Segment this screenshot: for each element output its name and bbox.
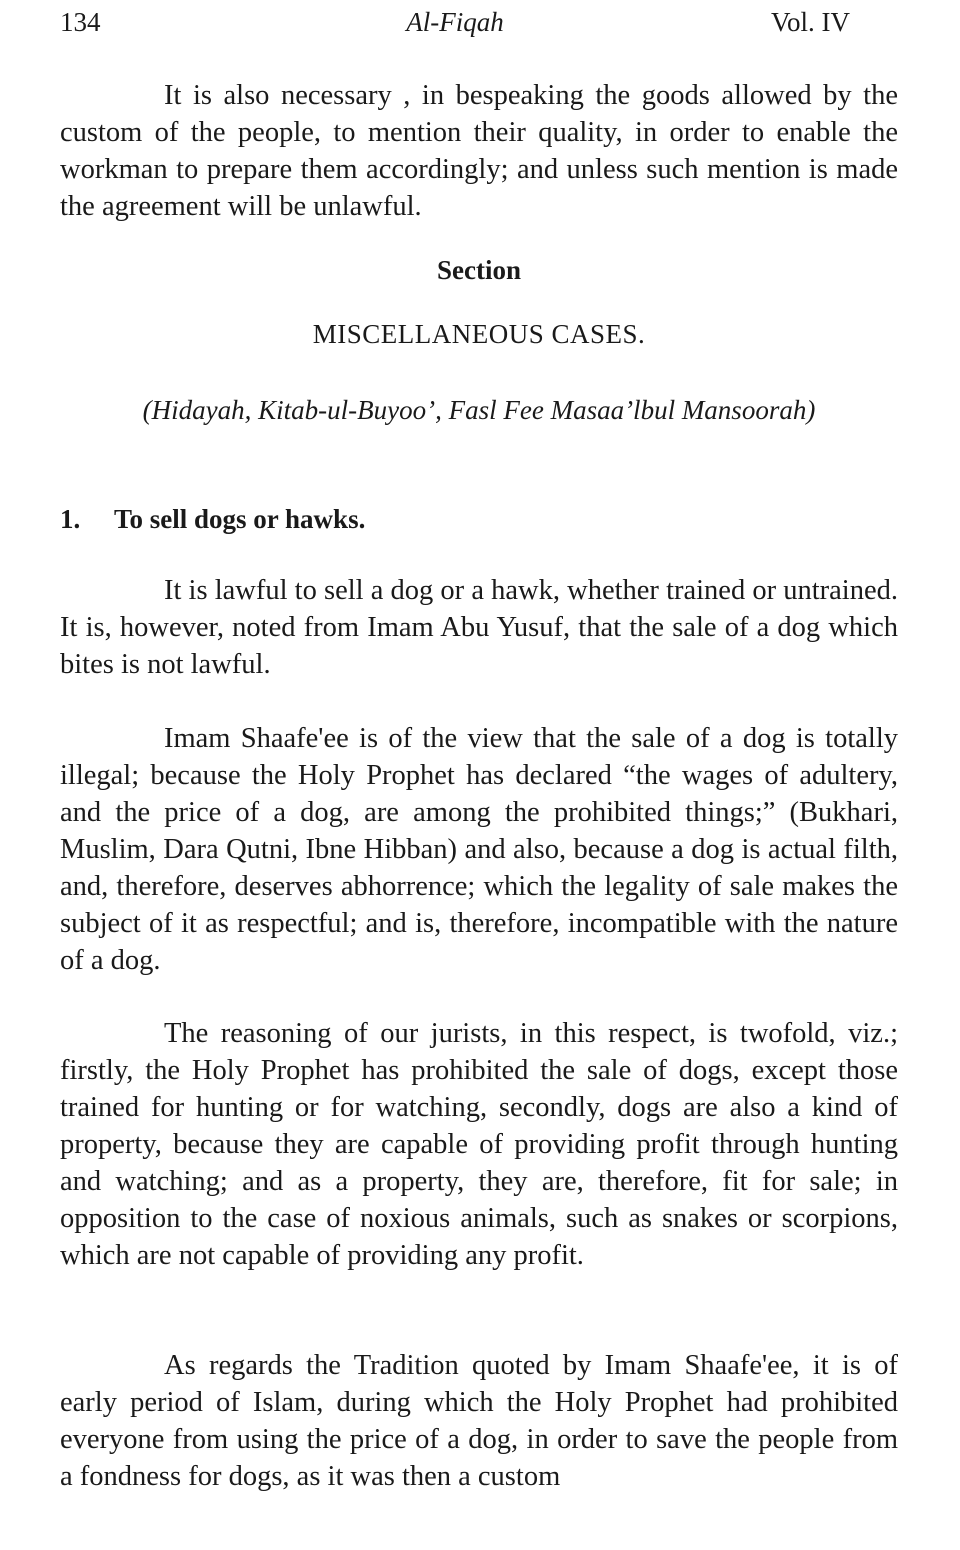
paragraph-tradition: As regards the Tradition quoted by Imam Shaafe'ee, it is of early period of Islam, during which the Holy Prophet had prohibited everyone from using the price of a dog, in order to save the people from a fondness for dogs, as it was then a custom xyxy=(60,1350,898,1492)
paragraph-lawful-sale: It is lawful to sell a dog or a hawk, whether trained or untrained. It is, however, noted from Imam Abu Yusuf, that the sale of a dog which bites is not lawful. xyxy=(60,575,898,680)
subsection-heading xyxy=(60,501,365,537)
page-number: 134 xyxy=(60,7,101,37)
running-title: Al-Fiqah xyxy=(406,7,504,37)
heading-number: 1. xyxy=(60,504,81,534)
paragraph-jurists-reasoning: The reasoning of our jurists, in this respect, is twofold, viz.; firstly, the Holy Prophet has prohibited the sale of dogs, except those trained for hunting or for watching, secondly, dogs are also a kind of property, because they are capable of providing profit through hunting and watching; and as a property, they are, therefore, fit for sale; in opposition to the case of noxious animals, such as snakes or scorpions, which are not capable of providing any profit. xyxy=(60,1018,898,1271)
section-label: Section xyxy=(437,255,521,285)
section-title: MISCELLANEOUS CASES. xyxy=(312,319,646,349)
paragraph-shaafeee-view: Imam Shaafe'ee is of the view that the sale of a dog is totally illegal; because the Holy Prophet has declared “the wages of adultery, and the price of a dog, are among the prohibited things;” (Bukhari, Muslim, Dara Qutni, Ibne Hibban) and also, because a dog is actual filth, and, therefore, deserves abhorrence; which the legality of sale makes the subject of it as respectful; and is, therefore, incompatible with the nature of a dog. xyxy=(60,723,898,976)
page-header xyxy=(60,2,850,42)
heading-text: To sell dogs or hawks. xyxy=(114,504,366,534)
section-reference: (Hidayah, Kitab-ul-Buyoo’, Fasl Fee Masaa’lbul Mansoorah) xyxy=(142,395,816,425)
volume-label: Vol. IV xyxy=(770,7,850,37)
intro-paragraph: It is also necessary , in bespeaking the goods allowed by the custom of the people, to mention their quality, in order to enable the workman to prepare them accordingly; and unless such mention is made the agreement will be unlawful. xyxy=(60,80,898,222)
